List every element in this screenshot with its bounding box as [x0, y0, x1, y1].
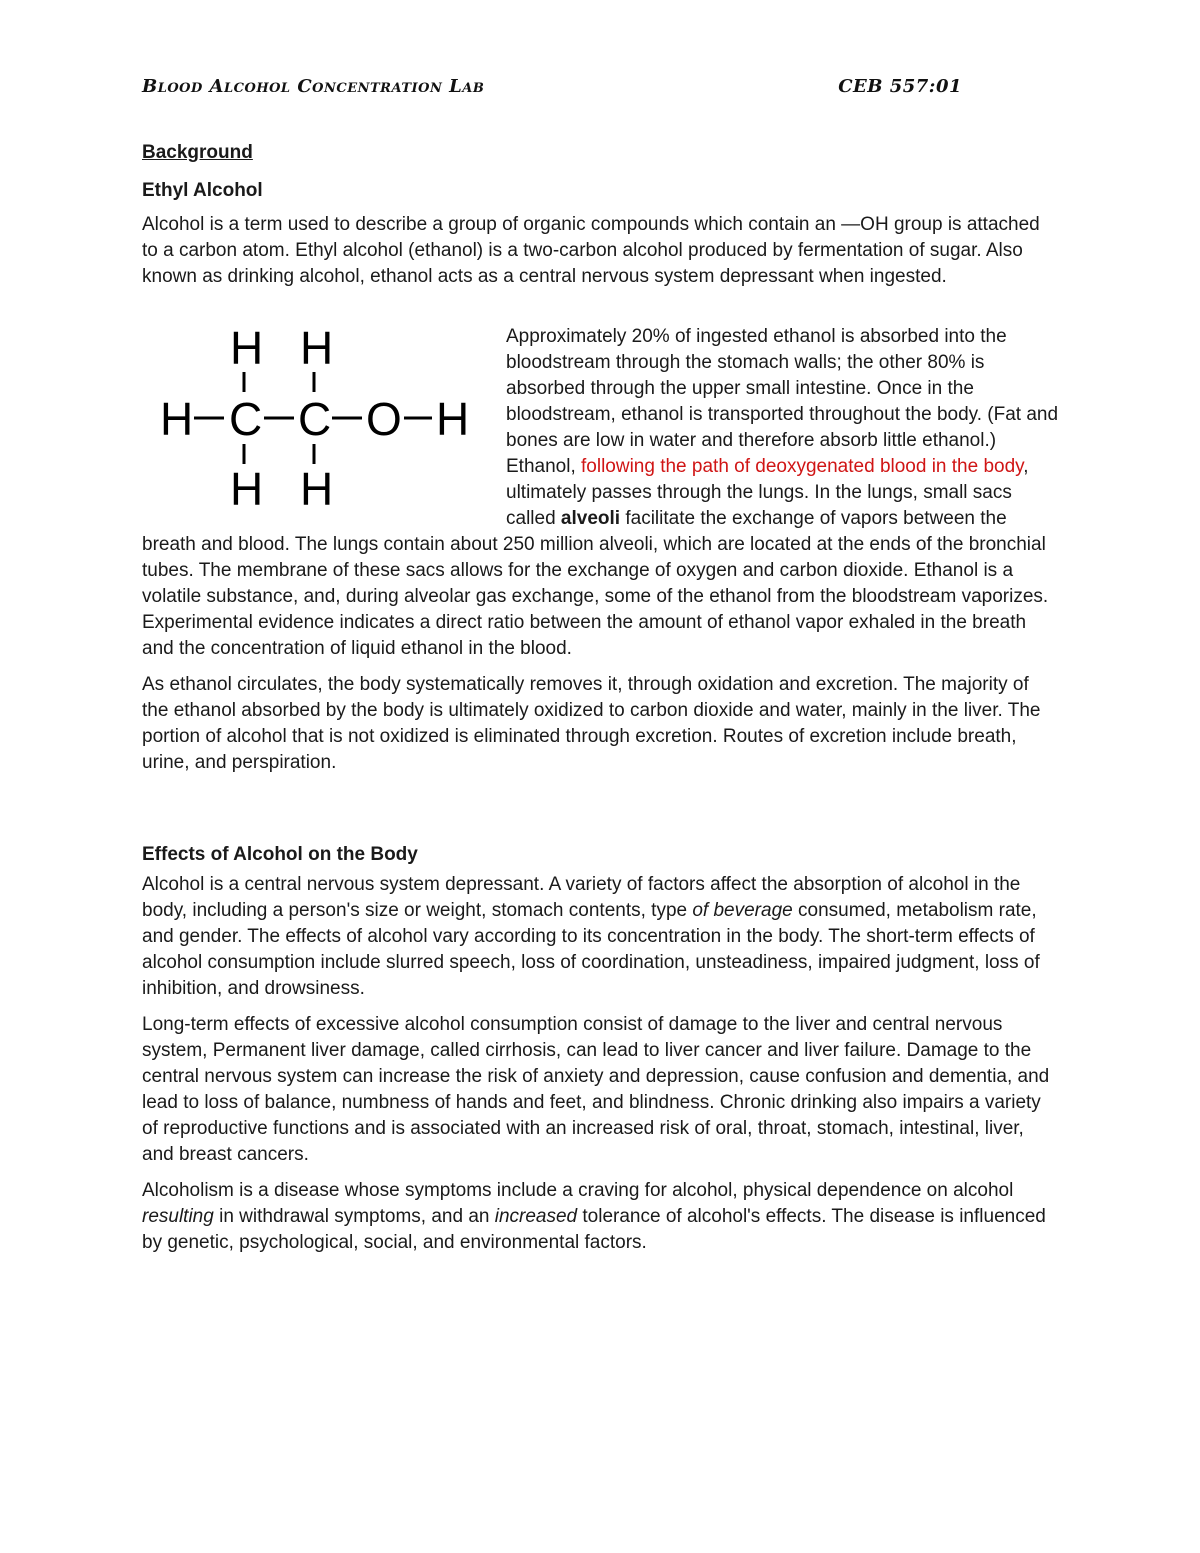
paragraph-short-term-effects — [142, 872, 1060, 1002]
header-course-code: CEB 557:01 — [838, 76, 962, 97]
effects-text-2: consumed, metabolism rate, and gender. The effects of alcohol vary according to its concentration in the body. The short-term effects of alcohol consumption include slurred speech, loss of coordination, unsteadiness, impaired judgment, loss of inhibition, and drowsiness. — [142, 900, 1040, 999]
alcoholism-text-3: tolerance of alcohol's effects. The disease is influenced by genetic, psychological, social, and environmental factors. — [142, 1206, 1046, 1253]
alcoholism-text-1: Alcoholism is a disease whose symptoms include a craving for alcohol, physical dependence on alcohol — [142, 1180, 1014, 1201]
ethanol-structure-svg — [152, 320, 482, 510]
page-header — [142, 76, 962, 97]
absorption-text-1: Approximately 20% of ingested ethanol is absorbed into the bloodstream through the stomach walls; the other 80% is absorbed through the upper small intestine. Once in the bloodstream, ethanol is transported throughout the body. (Fat and bones are low in water and therefore absorb little ethanol.) Ethanol, — [506, 326, 1059, 477]
absorption-text-2: , ultimately passes through the lungs. In the lungs, small sacs called — [506, 456, 1029, 529]
atom-c1: C — [229, 393, 263, 445]
alcoholism-italic-increased: increased — [494, 1206, 578, 1227]
atom-h-right: H — [436, 393, 470, 445]
effects-text-1: Alcohol is a central nervous system depressant. A variety of factors affect the absorption of alcohol in the body, including a person's size or weight, stomach contents, type — [142, 874, 1021, 921]
atom-h-left: H — [160, 393, 194, 445]
paragraph-ethanol-removal: As ethanol circulates, the body systematically removes it, through oxidation and excretion. The majority of the ethanol absorbed by the body is ultimately oxidized to carbon dioxide and water, mainly in the liver. The portion of alcohol that is not oxidized is eliminated through excretion. Routes of excretion include breath, urine, and perspiration. — [142, 674, 1041, 773]
subheading-effects: Effects of Alcohol on the Body — [142, 844, 418, 865]
atom-h-top-2: H — [300, 322, 334, 374]
subheading-ethyl-alcohol: Ethyl Alcohol — [142, 180, 263, 201]
paragraph-alcoholism — [142, 1178, 1060, 1256]
absorption-text-3: facilitate the exchange of vapors between the breath and blood. The lungs contain about 250 million alveoli, which are located at the ends of the bronchial tubes. The membrane of these sacs allows for the exchange of oxygen and carbon dioxide. Ethanol is a volatile substance, and, during alveolar gas exchange, some of the ethanol from the bloodstream vaporizes. Experimental evidence indicates a direct ratio between the amount of ethanol vapor exhaled in the breath and the concentration of liquid ethanol in the blood. — [142, 508, 1049, 659]
effects-italic-beverage: of beverage — [692, 900, 793, 921]
paragraph-long-term-effects: Long-term effects of excessive alcohol consumption consist of damage to the liver and central nervous system, Permanent liver damage, called cirrhosis, can lead to liver cancer and liver failure. Damage to the central nervous system can increase the risk of anxiety and depression, cause confusion and dementia, and lead to loss of balance, numbness of hands and feet, and blindness. Chronic drinking also impairs a variety of reproductive functions and is associated with an increased risk of oral, throat, stomach, intestinal, liver, and breast cancers. — [142, 1014, 1050, 1165]
atom-o: O — [366, 393, 402, 445]
ethanol-structure-diagram — [152, 320, 482, 510]
paragraph-alcohol-definition: Alcohol is a term used to describe a group of organic compounds which contain an —OH group is attached to a carbon atom. Ethyl alcohol (ethanol) is a two-carbon alcohol produced by fermentation of sugar. Also known as drinking alcohol, ethanol acts as a central nervous system depressant when ingested. — [142, 214, 1040, 287]
alcoholism-text-2: in withdrawal symptoms, and an — [213, 1206, 495, 1227]
atom-h-bottom-2: H — [300, 463, 334, 510]
document-body — [142, 140, 1060, 1266]
atom-h-bottom-1: H — [230, 463, 264, 510]
atom-h-top-1: H — [230, 322, 264, 374]
section-title-background: Background — [142, 142, 253, 163]
atom-c2: C — [298, 393, 332, 445]
alcoholism-italic-resulting: resulting — [142, 1206, 214, 1227]
absorption-highlight-red: following the path of deoxygenated blood in the body — [581, 456, 1024, 477]
absorption-alveoli-bold: alveoli — [560, 508, 621, 529]
header-title: Blood Alcohol Concentration Lab — [142, 76, 485, 97]
